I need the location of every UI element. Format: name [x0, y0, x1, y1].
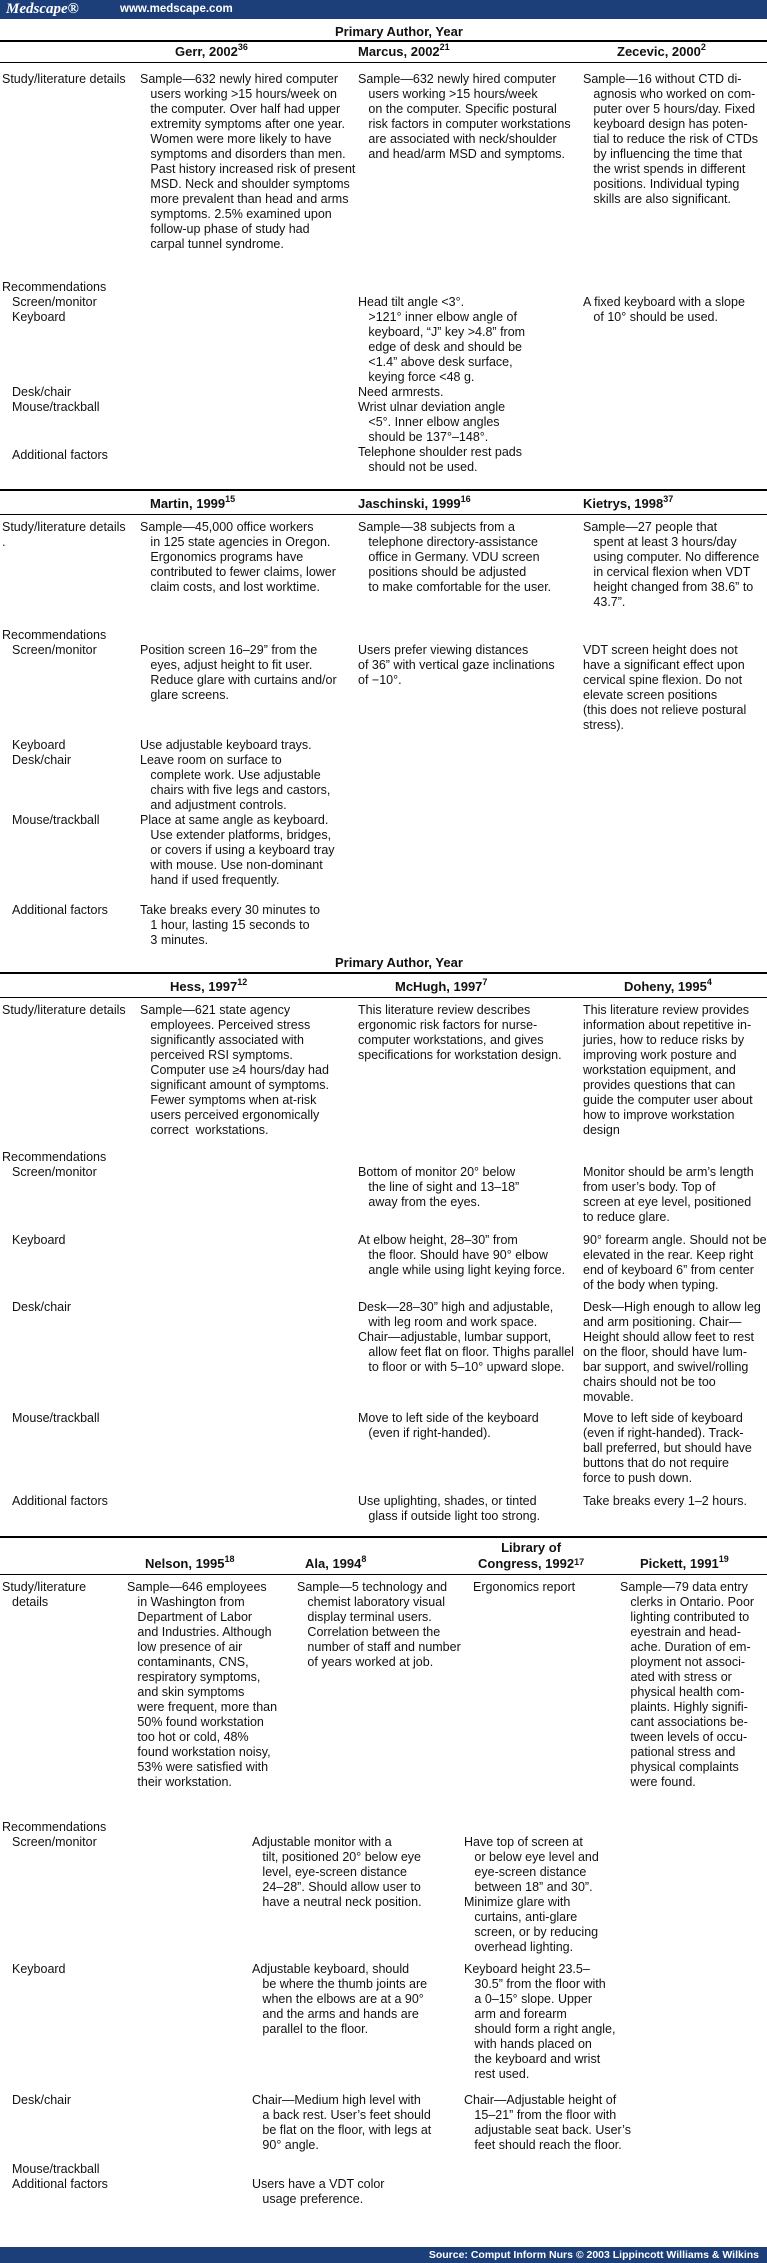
footer-banner: [0, 2247, 767, 2263]
recommendation-text: Desk—28–30” high and adjustable, with leg room and work space. Chair—adjustable, lumbar support, allow feet flat on floor. Thighs parallel to floor or with 5–10° upward slope.: [358, 1300, 574, 1374]
divider: [0, 1574, 767, 1575]
top-banner: [0, 0, 767, 19]
recommendation-text: Monitor should be arm’s length from user’s body. Top of screen at eye level, positioned to reduce glare.: [583, 1165, 754, 1224]
row-label-study: Study/literature details: [2, 72, 126, 86]
author-header: Hess, 1997$^{12}$: [170, 977, 248, 994]
recommendation-text: Position screen 16–29” from the eyes, adjust height to fit user. Reduce glare with curtains and/or glare screens.: [140, 643, 337, 702]
row-label-study: Study/literature details: [2, 1003, 126, 1017]
author-header: Jaschinski, 1999$^{16}$: [358, 494, 471, 511]
row-label-additional: Additional factors: [12, 448, 108, 462]
study-details: This literature review provides information about repetitive in- juries, how to reduce risks by improving work posture and workstation equipment, and provides questions that can guide the computer user about how to improve workstation design: [583, 1003, 753, 1137]
medscape-logo[interactable]: Medscape®: [6, 1, 79, 17]
divider: [0, 489, 767, 491]
recommendation-text: Move to left side of the keyboard (even if right-handed).: [358, 1411, 539, 1440]
divider: [0, 62, 767, 63]
row-label-recommendations: Recommendations: [2, 280, 107, 294]
section-title: Primary Author, Year: [335, 24, 463, 39]
row-label-desk: Desk/chair: [12, 753, 72, 767]
author-header: Pickett, 1991$^{19}$: [640, 1554, 729, 1571]
recommendation-text: VDT screen height does not have a significant effect upon cervical spine flexion. Do not elevate screen positions (this does not relieve postural stress).: [583, 643, 747, 732]
row-label-mouse: Mouse/trackball: [12, 1411, 100, 1425]
study-details: Sample—5 technology and chemist laboratory visual display terminal users. Correlation between the number of staff and number of years worked at job.: [297, 1580, 461, 1669]
row-label-study: Study/literature: [2, 1580, 87, 1594]
row-label-marker: .: [2, 535, 6, 549]
study-details: This literature review describes ergonomic risk factors for nurse- computer workstations, and gives specifications for workstation design.: [358, 1003, 562, 1062]
divider: [0, 1536, 767, 1538]
recommendation-text: Adjustable keyboard, should be where the thumb joints are when the elbows are at a 90° and the arms and hands are parallel to the floor.: [252, 1962, 428, 2036]
row-label-keyboard: Keyboard: [12, 738, 66, 752]
row-label-screen: Screen/monitor: [12, 295, 97, 309]
source-credit: Source: Comput Inform Nurs © 2003 Lippincott Williams & Wilkins: [428, 2249, 759, 2261]
site-url[interactable]: www.medscape.com: [120, 3, 233, 15]
author-header: Ala, 1994$^8$: [305, 1554, 367, 1571]
author-header: Zecevic, 2000$^2$: [617, 42, 706, 59]
row-label-study: Study/literature details: [2, 520, 126, 534]
author-header: Kietrys, 1998$^{37}$: [583, 494, 674, 511]
row-label-keyboard: Keyboard: [12, 1962, 66, 1976]
study-details: Sample—79 data entry clerks in Ontario. Poor lighting contributed to eyestrain and head- ache. Duration of em- ployment not associ- ated with stress or physical health com- plaints. Highly signifi- cant associations be- tween levels of occu- pational stress and physical complaints were found.: [620, 1580, 755, 1789]
recommendation-text: Move to left side of keyboard (even if right-handed). Track- ball preferred, but should have buttons that do not require force to push down.: [583, 1411, 752, 1485]
author-header: Library of Congress, 1992$^{17}$: [478, 1540, 585, 1571]
recommendation-text: At elbow height, 28–30” from the floor. Should have 90° elbow angle while using light keying force.: [358, 1233, 566, 1277]
divider: [0, 514, 767, 515]
study-details: Sample—45,000 office workers in 125 state agencies in Oregon. Ergonomics programs have contributed to fewer claims, lower claim costs, and lost worktime.: [140, 520, 336, 594]
row-label-desk: Desk/chair: [12, 385, 72, 399]
recommendation-text: Take breaks every 30 minutes to 1 hour, lasting 15 seconds to 3 minutes.: [140, 903, 320, 947]
row-label-study-cont: details: [12, 1595, 49, 1609]
row-label-mouse: Mouse/trackball: [12, 2162, 100, 2176]
recommendation-text: Take breaks every 1–2 hours.: [583, 1494, 747, 1508]
author-header: Marcus, 2002$^{21}$: [358, 42, 450, 59]
divider: [0, 997, 767, 998]
divider: [0, 40, 767, 42]
study-details: Sample—27 people that spent at least 3 hours/day using computer. No difference in cervical flexion when VDT height changed from 38.6” to 43.7”.: [583, 520, 760, 609]
recommendation-text: Adjustable monitor with a tilt, positioned 20° below eye level, eye-screen distance 24–28”. Should allow user to have a neutral neck position.: [252, 1835, 422, 1909]
study-details: Sample—632 newly hired computer users working >15 hours/week on the computer. Over half had upper extremity symptoms after one year. Women were more likely to have symptoms and disorders than men. Past history increased risk of present MSD. Neck and shoulder symptoms more prevalent than head and arms symptoms. 2.5% examined upon follow-up phase of study had carpal tunnel syndrome.: [140, 72, 356, 251]
recommendation-text: Use adjustable keyboard trays. Leave room on surface to complete work. Use adjustable chairs with five legs and castors, and adjustment controls. Place at same angle as keyboard. Use extender platforms, bridges, or covers if using a keyboard tray with mouse. Use non-dominant hand if used frequently.: [140, 738, 335, 887]
row-label-screen: Screen/monitor: [12, 1165, 97, 1179]
recommendation-text: A fixed keyboard with a slope of 10° should be used.: [583, 295, 745, 324]
row-label-additional: Additional factors: [12, 2177, 108, 2191]
recommendation-text: Desk—High enough to allow leg and arm positioning. Chair— Height should allow feet to rest on the floor, should have lum- bar support, and swivel/rolling chairs should not be too movable.: [583, 1300, 761, 1404]
row-label-screen: Screen/monitor: [12, 643, 97, 657]
study-details: Sample—632 newly hired computer users working >15 hours/week on the computer. Specific postural risk factors in computer workstations are associated with neck/shoulder and head/arm MSD and symptoms.: [358, 72, 571, 161]
row-label-additional: Additional factors: [12, 1494, 108, 1508]
row-label-desk: Desk/chair: [12, 2093, 72, 2107]
row-label-recommendations: Recommendations: [2, 1820, 107, 1834]
row-label-desk: Desk/chair: [12, 1300, 72, 1314]
row-label-additional: Additional factors: [12, 903, 108, 917]
recommendation-text: Users prefer viewing distances of 36” with vertical gaze inclinations of −10°.: [358, 643, 555, 687]
divider: [0, 972, 767, 974]
recommendation-text: Have top of screen at or below eye level and eye-screen distance between 18” and 30”. Minimize glare with curtains, anti-glare screen, or by reducing overhead lighting.: [464, 1835, 599, 1954]
author-header: Gerr, 2002$^{36}$: [175, 42, 248, 59]
author-header: Doheny, 1995$^4$: [624, 977, 712, 994]
row-label-keyboard: Keyboard: [12, 1233, 66, 1247]
study-details: Sample—646 employees in Washington from Department of Labor and Industries. Although low presence of air contaminants, CNS, respiratory symptoms, and skin symptoms were frequent, more than 50% found workstation too hot or cold, 48% found workstation noisy, 53% were satisfied with their workstation.: [127, 1580, 278, 1789]
recommendation-text: Users have a VDT color usage preference.: [252, 2177, 385, 2206]
row-label-screen: Screen/monitor: [12, 1835, 97, 1849]
row-label-mouse: Mouse/trackball: [12, 400, 100, 414]
recommendation-text: 90° forearm angle. Should not be elevated in the rear. Keep right end of keyboard 6” from center of the body when typing.: [583, 1233, 767, 1292]
author-header: McHugh, 1997$^7$: [395, 977, 488, 994]
section-title: Primary Author, Year: [335, 955, 463, 970]
recommendation-text: Head tilt angle <3°. >121° inner elbow angle of keyboard, “J” key >4.8” from edge of desk and should be <1.4” above desk surface, keying force <48 g. Need armrests. Wrist ulnar deviation angle <5°. Inner elbow angles should be 137°–148°. Telephone shoulder rest pads should not be used.: [358, 295, 526, 474]
study-details: Sample—621 state agency employees. Perceived stress significantly associated with perceived RSI symptoms. Computer use ≥4 hours/day had significant amount of symptoms. Fewer symptoms when at-risk users perceived ergonomically correct workstations.: [140, 1003, 329, 1137]
row-label-recommendations: Recommendations: [2, 1150, 107, 1164]
recommendation-text: Bottom of monitor 20° below the line of sight and 13–18” away from the eyes.: [358, 1165, 520, 1209]
author-header: Martin, 1999$^{15}$: [150, 494, 236, 511]
row-label-keyboard: Keyboard: [12, 310, 66, 324]
author-header: Nelson, 1995$^{18}$: [145, 1554, 235, 1571]
study-details: Sample—16 without CTD di- agnosis who worked on com- puter over 5 hours/day. Fixed keyboard design has poten- tial to reduce the risk of CTDs by influencing the time that the wrist spends in different positions. Individual typing skills are also significant.: [583, 72, 759, 206]
recommendation-text: Chair—Medium high level with a back rest. User’s feet should be flat on the floor, with legs at 90° angle.: [252, 2093, 432, 2152]
study-details: Sample—38 subjects from a telephone directory-assistance office in Germany. VDU screen positions should be adjusted to make comfortable for the user.: [358, 520, 552, 594]
row-label-mouse: Mouse/trackball: [12, 813, 100, 827]
recommendation-text: Use uplighting, shades, or tinted glass if outside light too strong.: [358, 1494, 541, 1523]
row-label-recommendations: Recommendations: [2, 628, 107, 642]
recommendation-text: Chair—Adjustable height of 15–21” from the floor with adjustable seat back. User’s feet should reach the floor.: [464, 2093, 631, 2152]
recommendation-text: Keyboard height 23.5– 30.5” from the floor with a 0–15° slope. Upper arm and forearm should form a right angle, with hands placed on the keyboard and wrist rest used.: [464, 1962, 616, 2081]
study-details: Ergonomics report: [473, 1580, 576, 1594]
